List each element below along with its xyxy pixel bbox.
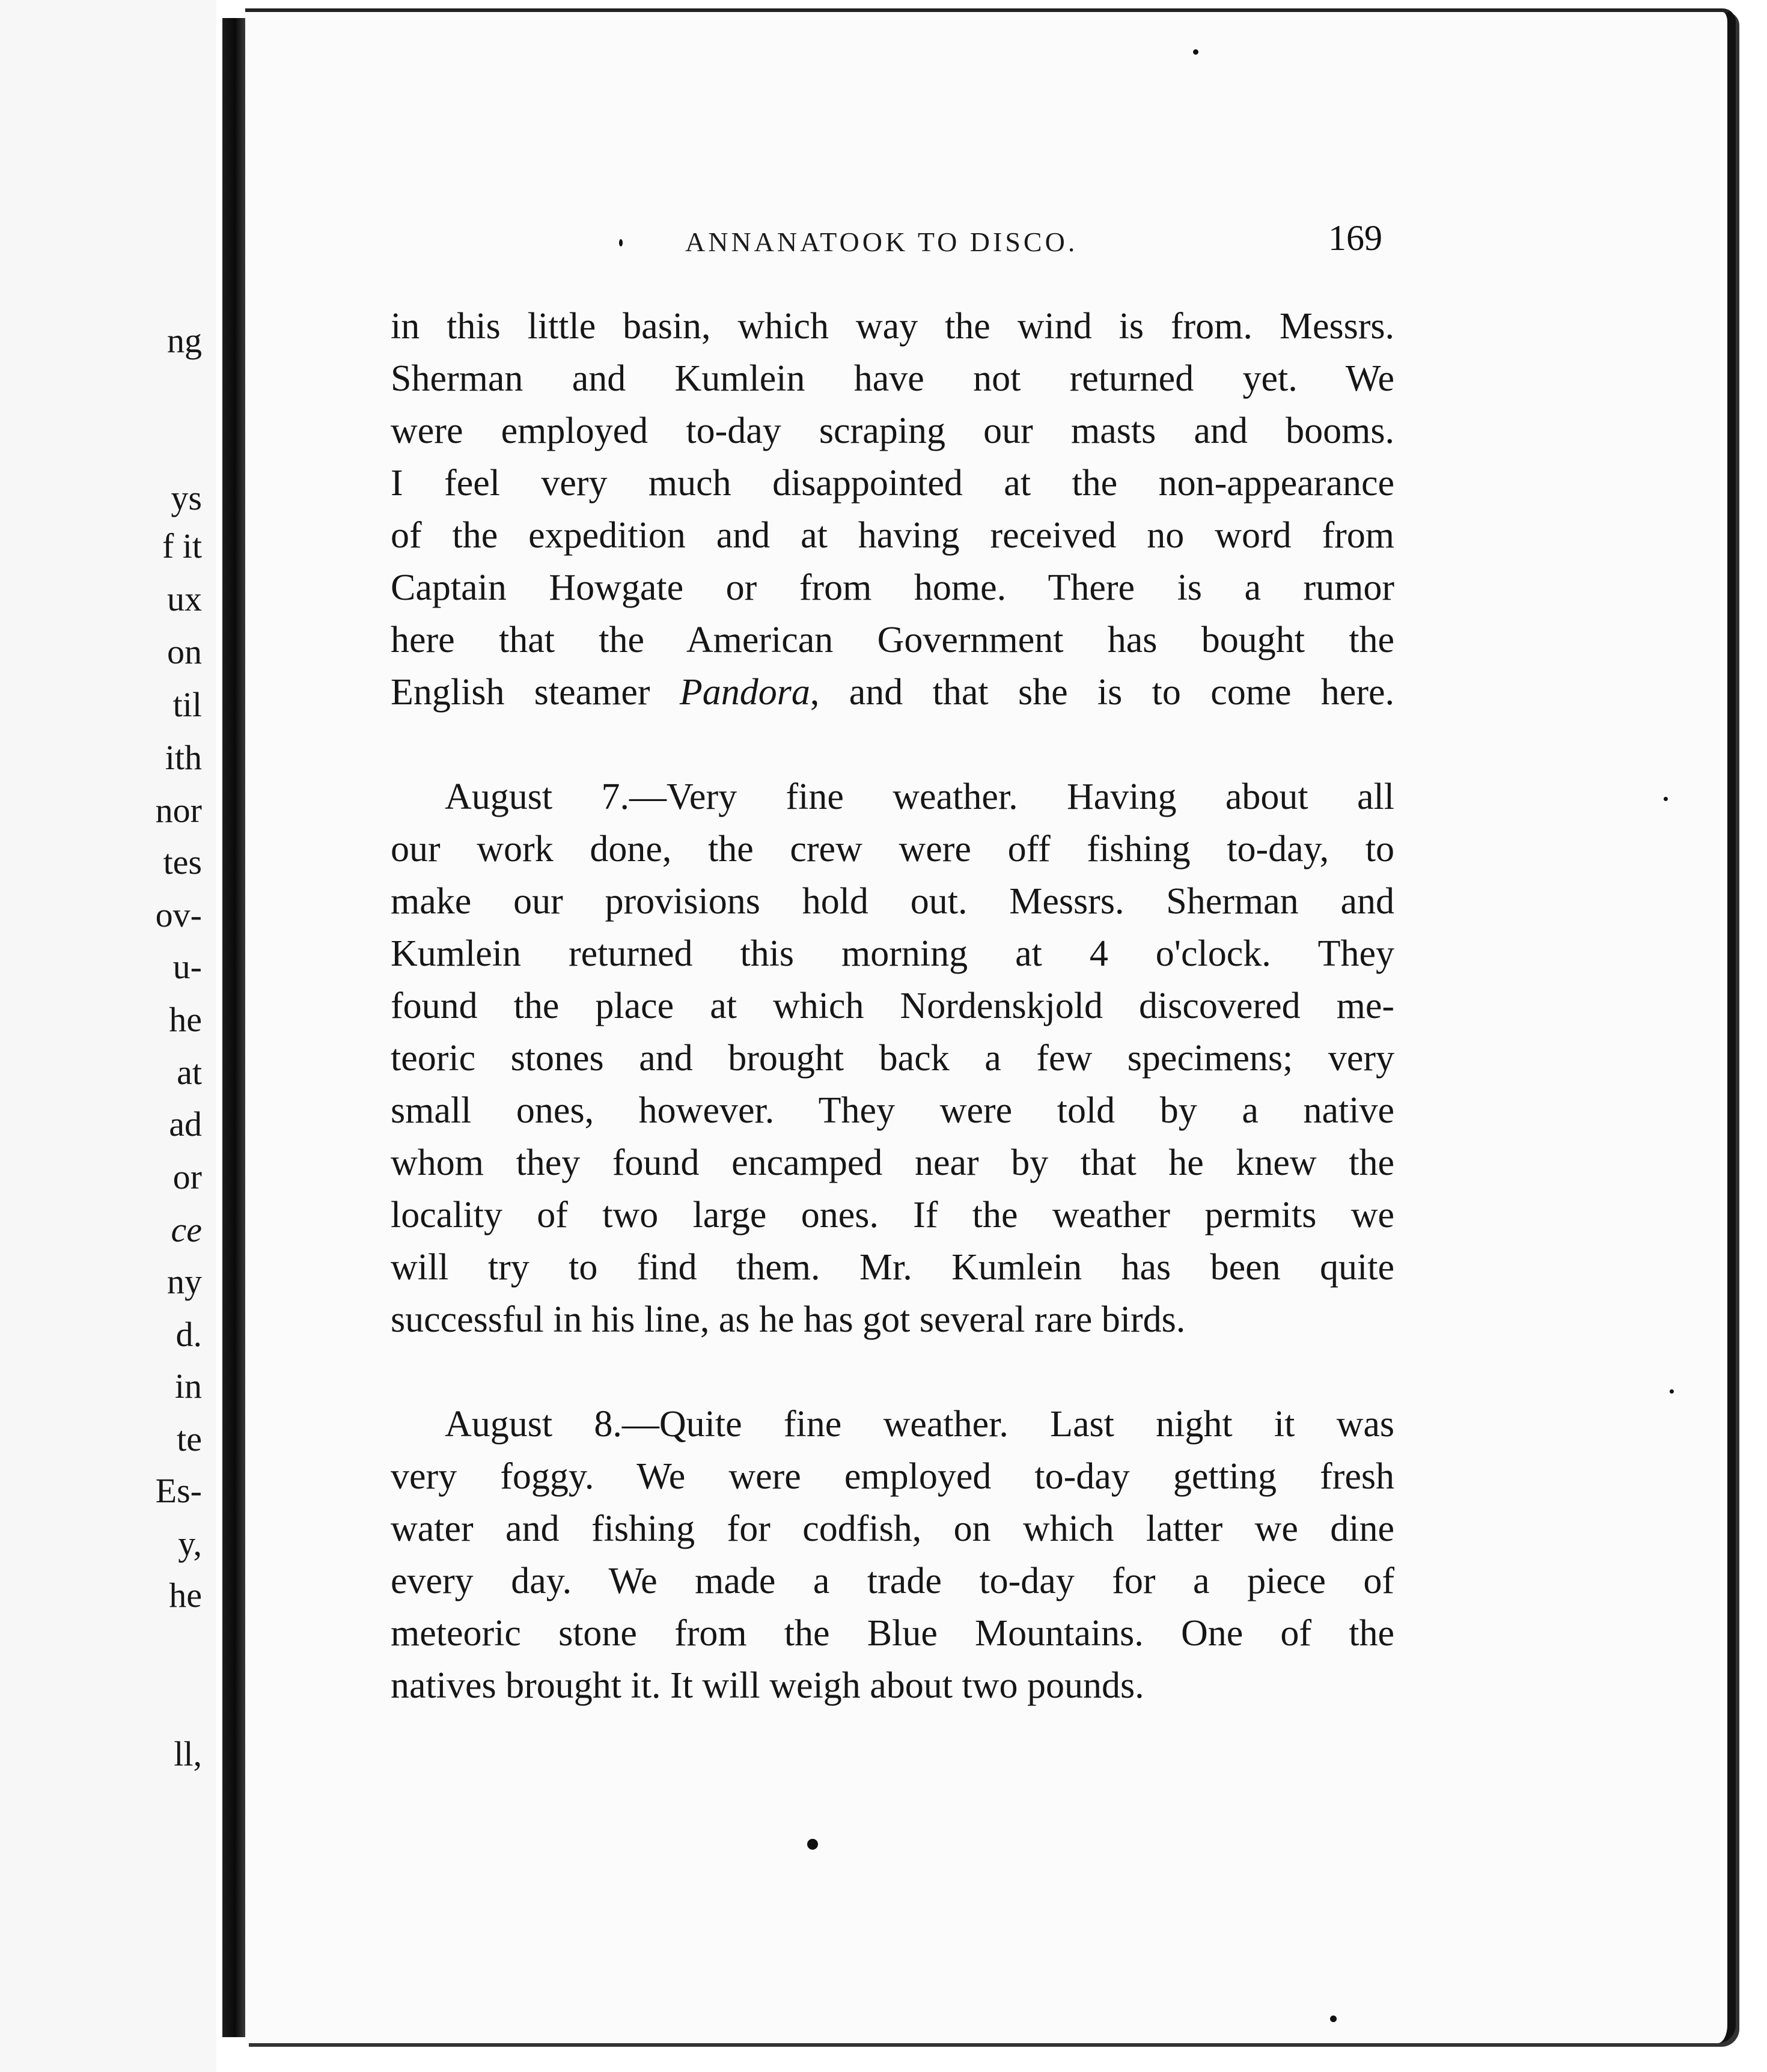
left-page-fragment: Es- — [155, 1471, 202, 1510]
book-binding-gutter — [222, 18, 245, 2037]
left-page-fragment: on — [167, 632, 202, 671]
left-page-fragment: ll, — [174, 1734, 202, 1773]
page-edge — [216, 0, 222, 2072]
text-line: very foggy. We were employed to-day getting fresh — [391, 1456, 1394, 1497]
left-page-fragment: d. — [175, 1315, 202, 1354]
text-line: make our provisions hold out. Messrs. Sherman and — [391, 881, 1394, 922]
text-line: here that the American Government has bought the — [391, 620, 1394, 660]
scan-speck — [807, 1839, 818, 1850]
text-line: Kumlein returned this morning at 4 o'clock. They — [391, 933, 1394, 974]
left-page-fragment: ng — [167, 321, 202, 360]
running-head: ANNANATOOK TO DISCO. — [685, 227, 1078, 257]
left-page-fragment: y, — [178, 1524, 202, 1563]
left-page-fragment: ux — [167, 579, 202, 618]
left-page-fragment: ad — [169, 1105, 202, 1144]
left-page-fragment: tes — [163, 843, 202, 882]
text-line: English steamer Pandora, and that she is to come here. — [391, 672, 1394, 713]
page-number: 169 — [1328, 218, 1382, 258]
text-line: natives brought it. It will weigh about two pounds. — [391, 1665, 1144, 1706]
scan-speck — [1670, 1389, 1674, 1394]
text-line: every day. We made a trade to-day for a piece of — [391, 1561, 1394, 1601]
text-line: of the expedition and at having received no word from — [391, 515, 1394, 556]
text-line: found the place at which Nordenskjold discovered me- — [391, 986, 1394, 1026]
text-line: our work done, the crew were off fishing to-day, to — [391, 829, 1394, 870]
left-page-fragment: te — [177, 1419, 202, 1458]
left-page-fragment: f it — [162, 526, 202, 565]
left-page-fragment: at — [177, 1053, 202, 1092]
scan-speck — [1664, 797, 1668, 801]
text-line: I feel very much disappointed at the non-appearance — [391, 463, 1394, 504]
text-line: Sherman and Kumlein have not returned yet. We — [391, 358, 1394, 399]
ship-name-italic: Pandora — [679, 672, 810, 713]
left-page-fragment: ys — [171, 478, 202, 517]
page-body-text — [391, 300, 1394, 1712]
text-line: whom they found encamped near by that he knew the — [391, 1142, 1394, 1183]
text-line: meteoric stone from the Blue Mountains. One of the — [391, 1613, 1394, 1654]
left-page-fragment: nor — [155, 791, 202, 830]
left-page-fragment: or — [172, 1157, 202, 1196]
left-page-fragment: ce — [171, 1210, 202, 1249]
text-line: teoric stones and brought back a few specimens; very — [391, 1038, 1394, 1079]
text-line: small ones, however. They were told by a native — [391, 1090, 1394, 1131]
left-page-fragment: ny — [167, 1262, 202, 1301]
text-line: will try to find them. Mr. Kumlein has been quite — [391, 1247, 1394, 1288]
text-line: water and fishing for codfish, on which latter we dine — [391, 1508, 1394, 1549]
text-line: Captain Howgate or from home. There is a rumor — [391, 567, 1394, 608]
left-page-fragment: ov- — [155, 895, 202, 934]
text-line: locality of two large ones. If the weather permits we — [391, 1195, 1394, 1236]
left-page-fragment: he — [169, 1000, 202, 1039]
paragraph-gap — [391, 719, 1394, 771]
scan-speck — [1193, 49, 1198, 55]
scan-speck — [1330, 2016, 1337, 2022]
text-line: in this little basin, which way the wind is from. Messrs. — [391, 306, 1394, 347]
left-facing-page — [0, 0, 216, 2072]
text-line: were employed to-day scraping our masts and booms. — [391, 410, 1394, 451]
left-page-fragment: til — [172, 685, 202, 724]
left-page-fragment: u- — [172, 947, 202, 986]
left-page-fragment: in — [174, 1367, 202, 1406]
scan-speck — [619, 239, 623, 246]
entry-first-line: August 8.—Quite fine weather. Last night it was — [445, 1404, 1394, 1445]
left-page-fragment: ith — [165, 738, 202, 777]
paragraph-gap — [391, 1346, 1394, 1398]
left-page-fragment: he — [169, 1576, 202, 1615]
entry-first-line: August 7.—Very fine weather. Having about all — [445, 776, 1394, 817]
text-line: successful in his line, as he has got several rare birds. — [391, 1299, 1186, 1340]
